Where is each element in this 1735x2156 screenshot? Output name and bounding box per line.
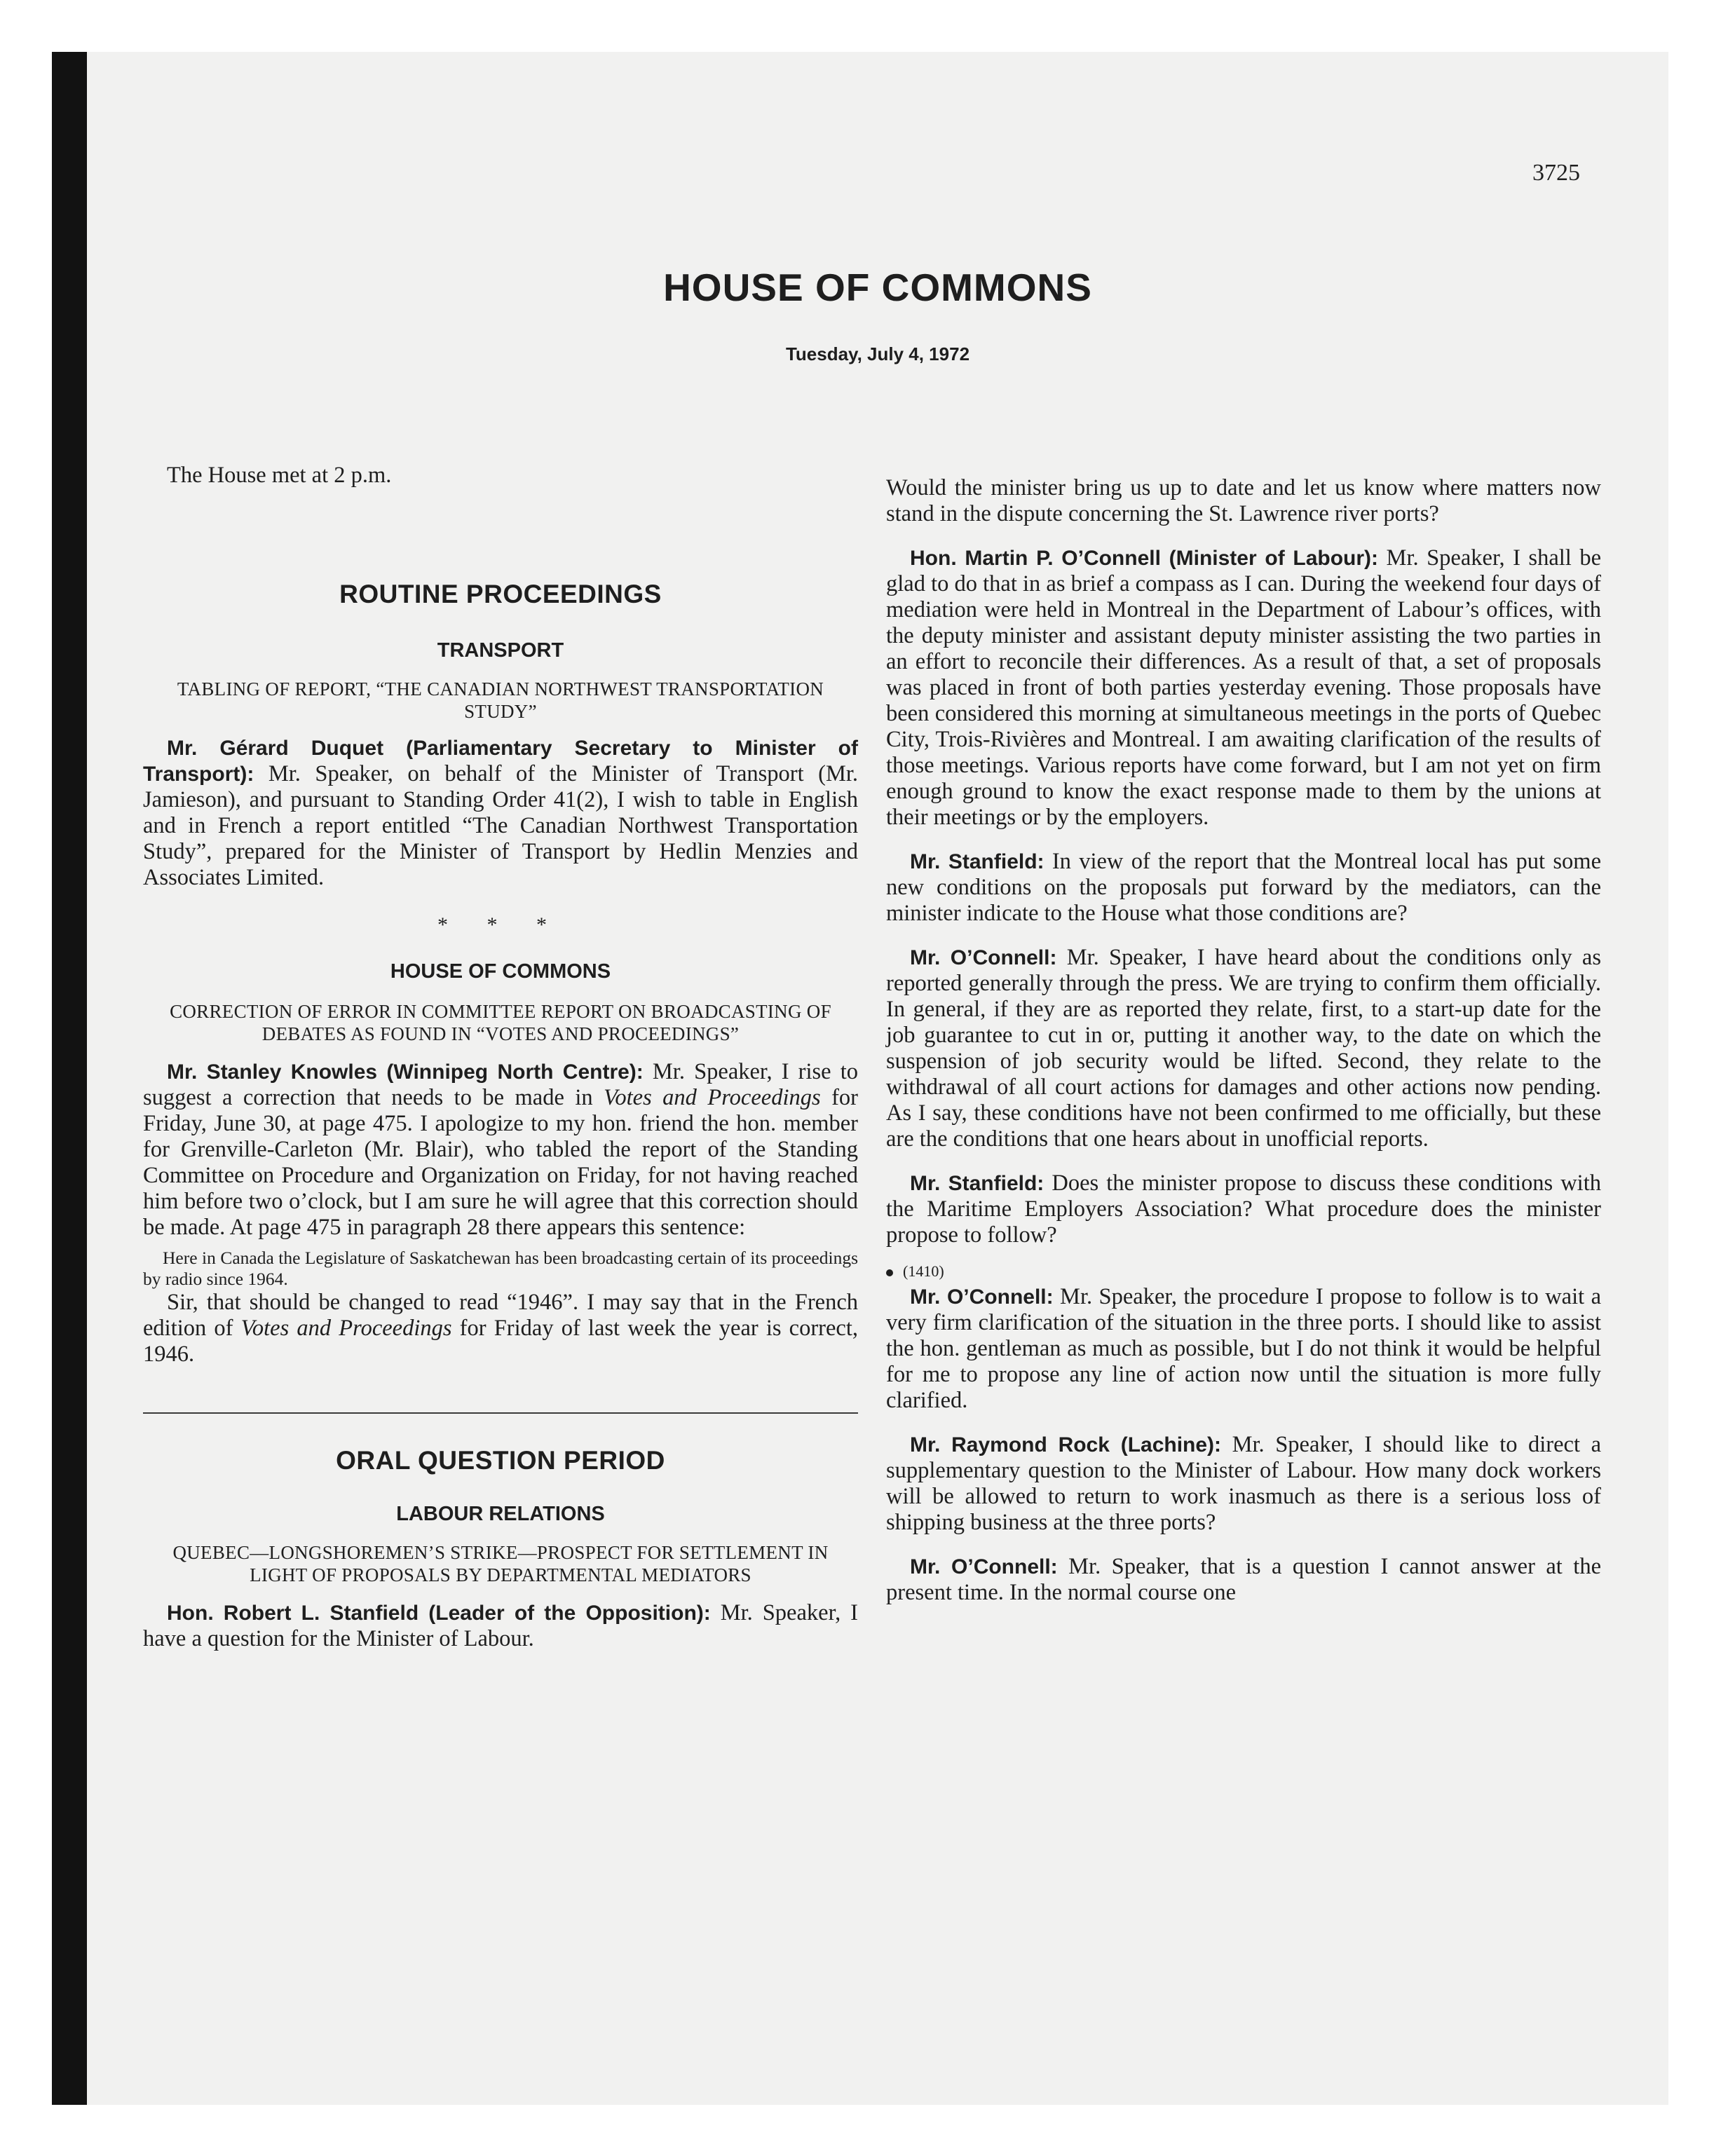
stanfield-question-paragraph bbox=[143, 1600, 858, 1652]
bullet-icon bbox=[886, 1269, 893, 1276]
speaker-name: Mr. Stanley Knowles (Winnipeg North Centre): bbox=[167, 1060, 644, 1084]
section-separator: * * * bbox=[437, 913, 564, 936]
paragraph-text: Mr. Speaker, I shall be glad to do that in as brief a compass as I can. During the weekend four days of mediation were held in Montreal in the Department of Labour’s offices, with the deputy minister and assistant deputy minister assisting the two parties in an effort to reconcile their differences. As a result of that, a set of proposals was placed in front of both parties yesterday evening. Those proposals have been considered this morning at simultaneous meetings in the ports of Quebec City, Trois-Rivières and Montreal. I am awaiting clarification of the results of those meetings. Various reports have come forward, but I am not yet on firm enough ground to know the exact response made to them by the unions at their meetings or by the employers. bbox=[886, 545, 1601, 830]
knowles-paragraph bbox=[143, 1059, 858, 1241]
longshoremen-strike-heading: QUEBEC—LONGSHOREMEN’S STRIKE—PROSPECT FOR SETTLEMENT IN LIGHT OF PROPOSALS BY DEPARTMENTAL MEDIATORS bbox=[172, 1542, 829, 1585]
paragraph-text: for Friday, June 30, at page 475. I apologize to my hon. friend the hon. member for Grenville-Carleton (Mr. Blair), who tabled the report of the Standing Committee on Procedure and Organization on Friday, for not having reached him before two o’clock, but I am sure he will agree that this correction should be made. At page 475 in paragraph 28 there appears this sentence: bbox=[143, 1085, 858, 1240]
publication-title: Votes and Proceedings bbox=[604, 1085, 821, 1110]
labour-relations-heading: LABOUR RELATIONS bbox=[396, 1503, 605, 1525]
paragraph-text: Mr. Speaker, the procedure I propose to follow is to wait a very firm clarification of the situation in the three ports. I should like to assist the hon. gentleman as much as possible, but I do not think it would be helpful for me to propose any line of action now until the situation is more fully clarified. bbox=[886, 1284, 1601, 1413]
speaker-name: Mr. O’Connell: bbox=[910, 946, 1057, 969]
time-marker bbox=[886, 1258, 1601, 1284]
duquet-paragraph bbox=[143, 735, 858, 891]
oconnell-procedure-paragraph bbox=[886, 1284, 1601, 1414]
paragraph-text: Mr. Speaker, on behalf of the Minister of Transport (Mr. Jamieson), and pursuant to Standing Order 41(2), I wish to table in English and in French a report entitled “The Canadian Northwest Transportation Study”, prepared for the Minister of Transport by Hedlin Menzies and Associates Limited. bbox=[143, 761, 858, 890]
paragraph-text: Mr. Speaker, I rise to suggest a correction that needs to be made in bbox=[143, 1059, 858, 1110]
rock-question-paragraph bbox=[886, 1432, 1601, 1536]
speaker-name: Mr. Gérard Duquet (Parliamentary Secretary to Minister of Transport): bbox=[143, 737, 858, 786]
opening-line: The House met at 2 p.m. bbox=[167, 463, 392, 488]
house-of-commons-heading: HOUSE OF COMMONS bbox=[390, 960, 611, 983]
paragraph-text: Does the minister propose to discuss these conditions with the Maritime Employers Association? What procedure does the minister propose to follow? bbox=[886, 1171, 1601, 1248]
paragraph-text: Mr. Speaker, that is a question I cannot answer at the present time. In the normal course one bbox=[886, 1554, 1601, 1605]
page-title: HOUSE OF COMMONS bbox=[663, 266, 1092, 309]
oconnell-conditions-paragraph bbox=[886, 945, 1601, 1152]
tabling-heading: TABLING OF REPORT, “THE CANADIAN NORTHWEST TRANSPORTATION STUDY” bbox=[177, 678, 824, 722]
quoted-sentence: Here in Canada the Legislature of Saskatchewan has been broadcasting certain of its proceedings by radio since 1964. bbox=[143, 1248, 858, 1289]
page-number: 3725 bbox=[1532, 160, 1580, 186]
paragraph-text: for Friday of last week the year is correct, 1946. bbox=[143, 1316, 858, 1367]
speaker-name: Mr. Stanfield: bbox=[910, 850, 1045, 873]
right-column bbox=[886, 475, 1601, 1624]
paragraph-text: In view of the report that the Montreal local has put some new conditions on the proposals put forward by the mediators, can the minister indicate to the House what those conditions are? bbox=[886, 849, 1601, 926]
paragraph-text: Mr. Speaker, I have heard about the conditions only as reported generally through the press. We are trying to confirm them officially. In general, if they are as reported they relate, first, to a start-up date for the job guarantee to cut in or, putting it another way, to the date on which the suspension of job security would be lifted. Second, they relate to the withdrawal of all court actions for damages and other actions now pending. As I say, these conditions have not been confirmed to me officially, but these are the conditions that one hears about in unofficial reports. bbox=[886, 945, 1601, 1152]
continuation-paragraph: Would the minister bring us up to date and let us know where matters now stand in the dispute concerning the St. Lawrence river ports? bbox=[886, 475, 1601, 526]
publication-title: Votes and Proceedings bbox=[240, 1316, 452, 1341]
transport-heading: TRANSPORT bbox=[437, 639, 564, 662]
speaker-name: Mr. Stanfield: bbox=[910, 1172, 1045, 1195]
oconnell-answer-paragraph bbox=[886, 545, 1601, 831]
correction-paragraph bbox=[143, 1290, 858, 1367]
stanfield-followup-paragraph bbox=[886, 849, 1601, 927]
sitting-date: Tuesday, July 4, 1972 bbox=[785, 343, 970, 364]
speaker-name: Mr. Raymond Rock (Lachine): bbox=[910, 1433, 1222, 1456]
stanfield-procedure-paragraph bbox=[886, 1171, 1601, 1248]
left-column bbox=[143, 463, 858, 1663]
section-divider bbox=[143, 1412, 858, 1414]
routine-proceedings-heading: ROUTINE PROCEEDINGS bbox=[339, 580, 662, 608]
oconnell-final-paragraph bbox=[886, 1554, 1601, 1606]
paragraph-text: Sir, that should be changed to read “1946”. I may say that in the French edition of bbox=[143, 1290, 858, 1341]
paragraph-text: Mr. Speaker, I have a question for the Minister of Labour. bbox=[143, 1600, 858, 1651]
oral-question-period-heading: ORAL QUESTION PERIOD bbox=[336, 1446, 665, 1475]
speaker-name: Hon. Robert L. Stanfield (Leader of the Opposition): bbox=[167, 1602, 711, 1625]
speaker-name: Mr. O’Connell: bbox=[910, 1285, 1054, 1309]
correction-heading: CORRECTION OF ERROR IN COMMITTEE REPORT ON BROADCASTING OF DEBATES AS FOUND IN “VOTES AND PROCEEDINGS” bbox=[170, 1001, 831, 1044]
speaker-name: Mr. O’Connell: bbox=[910, 1555, 1058, 1578]
timestamp-text: (1410) bbox=[903, 1262, 944, 1280]
speaker-name: Hon. Martin P. O’Connell (Minister of Labour): bbox=[910, 547, 1379, 570]
paragraph-text: Mr. Speaker, I should like to direct a supplementary question to the Minister of Labour. How many dock workers will be allowed to return to work inasmuch as there is a serious loss of shipping business at the three ports? bbox=[886, 1432, 1601, 1535]
binding-edge bbox=[52, 52, 87, 2105]
